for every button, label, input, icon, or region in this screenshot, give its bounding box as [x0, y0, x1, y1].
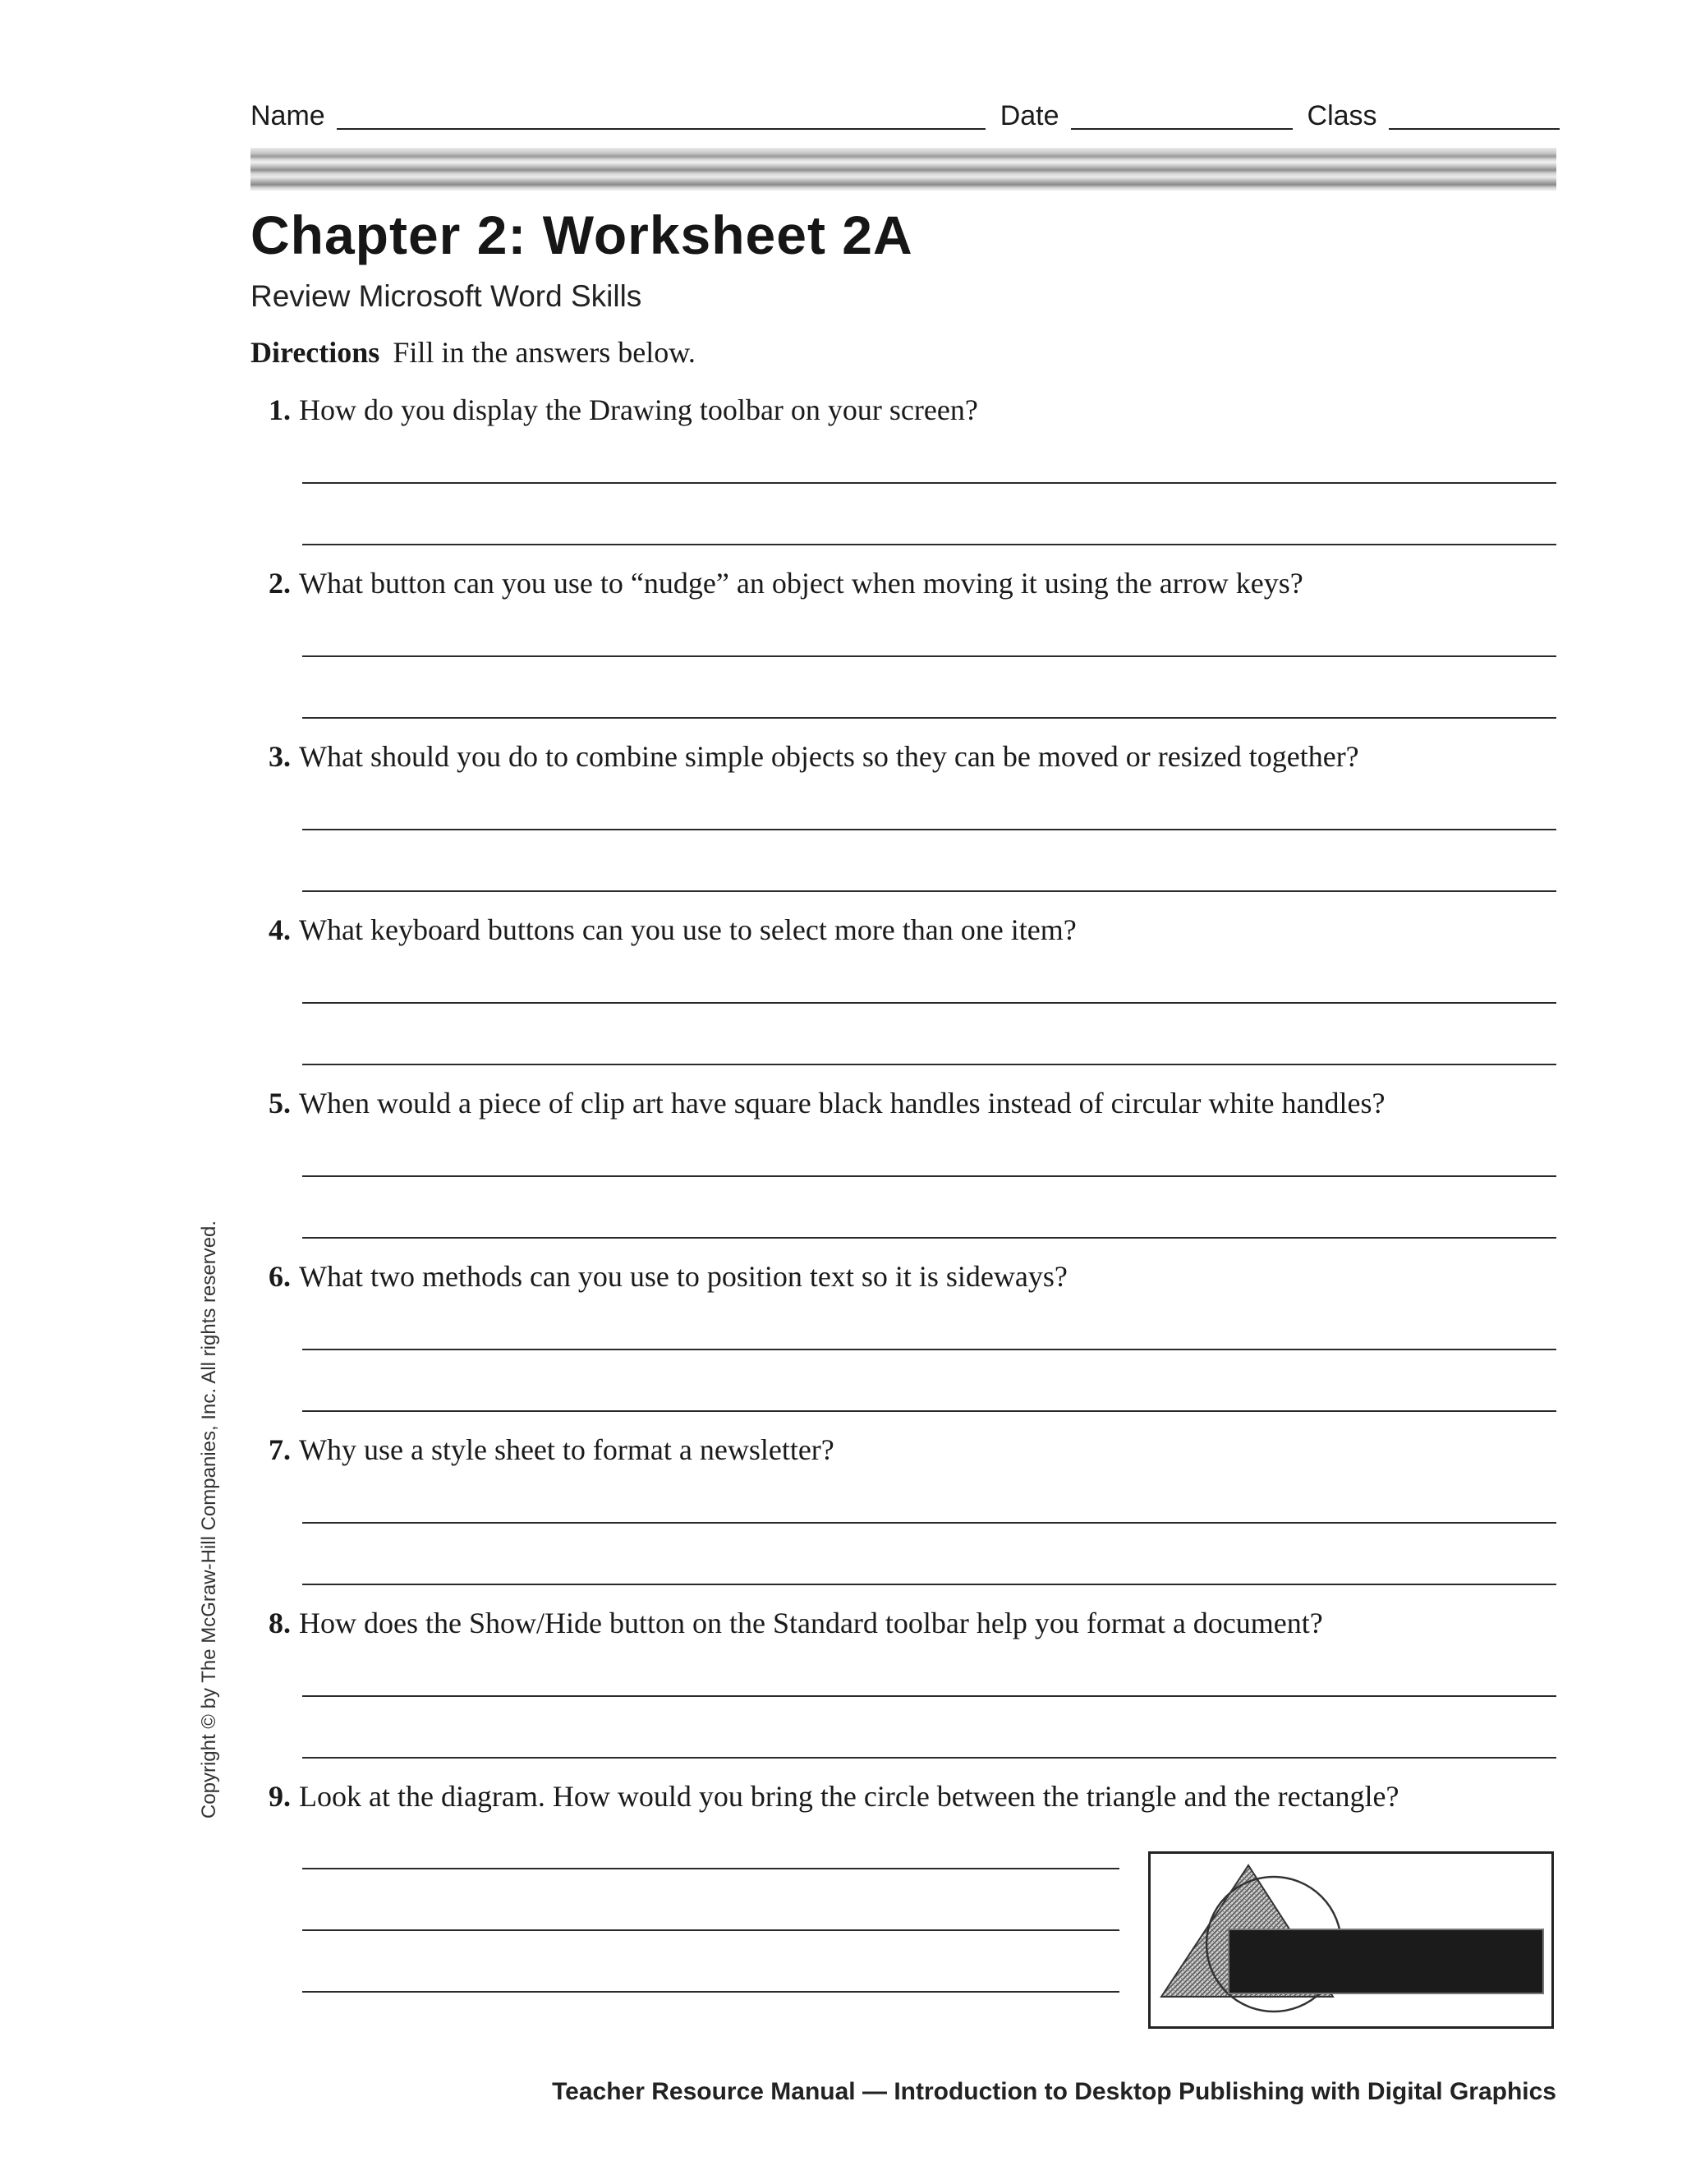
question-1 — [269, 393, 978, 427]
question-number: 4. — [269, 913, 291, 946]
question-number: 6. — [269, 1260, 291, 1293]
answer-line-2b[interactable] — [302, 717, 1556, 719]
answer-line-7a[interactable] — [302, 1522, 1556, 1524]
question-7 — [269, 1432, 834, 1467]
answer-line-3b[interactable] — [302, 890, 1556, 892]
question-text: What keyboard buttons can you use to select more than one item? — [299, 913, 1077, 946]
class-field — [1307, 102, 1560, 130]
question-6 — [269, 1259, 1068, 1294]
answer-line-3a[interactable] — [302, 829, 1556, 830]
answer-line-2a[interactable] — [302, 655, 1556, 657]
question-number: 1. — [269, 393, 291, 426]
answer-line-5a[interactable] — [302, 1175, 1556, 1177]
answer-line-9b[interactable] — [302, 1929, 1119, 1931]
question-number: 3. — [269, 740, 291, 773]
answer-line-8b[interactable] — [302, 1757, 1556, 1759]
directions-label: Directions — [250, 336, 380, 369]
answer-line-1b[interactable] — [302, 544, 1556, 545]
answer-line-9c[interactable] — [302, 1991, 1119, 1993]
student-info-row — [250, 92, 1556, 130]
answer-line-4b[interactable] — [302, 1064, 1556, 1065]
class-blank[interactable] — [1389, 102, 1560, 130]
directions — [250, 335, 696, 370]
answer-line-6a[interactable] — [302, 1349, 1556, 1350]
question-text: Look at the diagram. How would you bring the circle between the triangle and the rectangle? — [299, 1780, 1399, 1813]
question-number: 8. — [269, 1607, 291, 1639]
question-text: How does the Show/Hide button on the Standard toolbar help you format a document? — [299, 1607, 1323, 1639]
date-field — [1000, 102, 1293, 130]
question-2 — [269, 566, 1303, 600]
answer-line-5b[interactable] — [302, 1237, 1556, 1239]
question-text: What two methods can you use to position text so it is sideways? — [299, 1260, 1068, 1293]
answer-line-7b[interactable] — [302, 1584, 1556, 1585]
question-text: What button can you use to “nudge” an object when moving it using the arrow keys? — [299, 567, 1303, 600]
answer-line-1a[interactable] — [302, 482, 1556, 484]
name-field — [250, 102, 986, 130]
question-3 — [269, 739, 1359, 774]
question-text: How do you display the Drawing toolbar on your screen? — [299, 393, 978, 426]
question-5 — [269, 1086, 1385, 1120]
decorative-rule — [250, 148, 1556, 191]
question-number: 9. — [269, 1780, 291, 1813]
answer-line-9a[interactable] — [302, 1868, 1119, 1869]
question-text: When would a piece of clip art have square black handles instead of circular white handles? — [299, 1087, 1386, 1120]
copyright-notice: Copyright © by The McGraw-Hill Companies, Inc. All rights reserved. — [198, 1220, 220, 1819]
question-text: Why use a style sheet to format a newsletter? — [299, 1433, 834, 1466]
question-4 — [269, 913, 1077, 947]
page-title: Chapter 2: Worksheet 2A — [250, 205, 913, 265]
question-8 — [269, 1606, 1323, 1640]
directions-text: Fill in the answers below. — [393, 336, 696, 369]
shapes-diagram-graphic — [1151, 1854, 1551, 2026]
question-9 — [269, 1779, 1399, 1814]
rectangle-shape — [1229, 1929, 1543, 1993]
page-footer: Teacher Resource Manual — Introduction to Desktop Publishing with Digital Graphics — [552, 2078, 1556, 2105]
question-number: 7. — [269, 1433, 291, 1466]
class-label: Class — [1307, 100, 1377, 131]
question-number: 5. — [269, 1087, 291, 1120]
question-text: What should you do to combine simple objects so they can be moved or resized together? — [299, 740, 1359, 773]
name-blank[interactable] — [337, 102, 986, 130]
question-number: 2. — [269, 567, 291, 600]
answer-line-6b[interactable] — [302, 1410, 1556, 1412]
answer-line-4a[interactable] — [302, 1002, 1556, 1004]
shapes-diagram — [1148, 1851, 1554, 2029]
date-blank[interactable] — [1071, 102, 1293, 130]
page-subtitle: Review Microsoft Word Skills — [250, 279, 642, 313]
answer-line-8a[interactable] — [302, 1695, 1556, 1697]
name-label: Name — [250, 100, 325, 131]
date-label: Date — [1000, 100, 1059, 131]
